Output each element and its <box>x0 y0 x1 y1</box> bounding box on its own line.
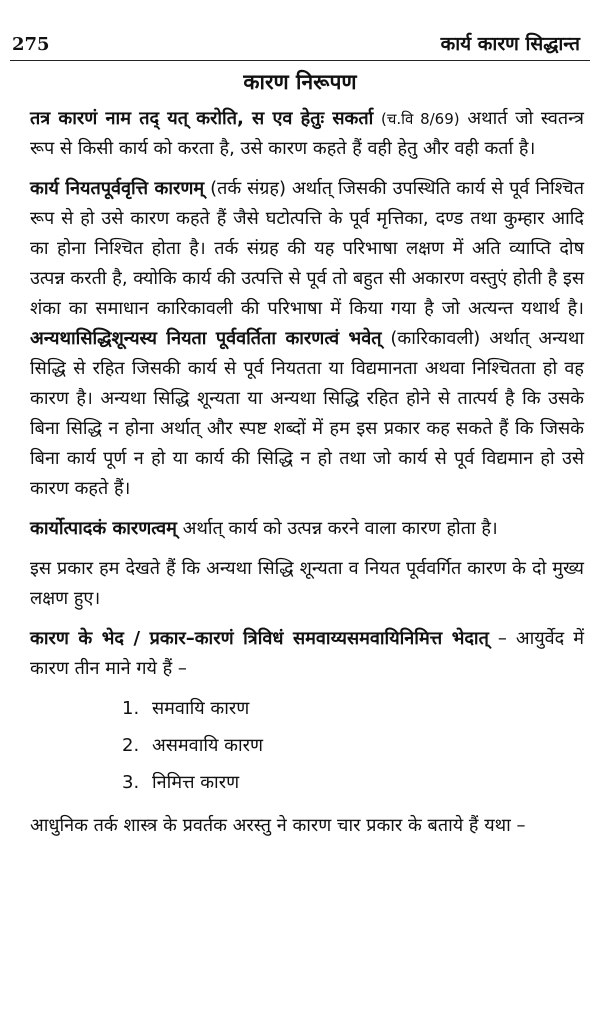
running-title: कार्य कारण सिद्धान्त <box>440 33 580 55</box>
header-rule <box>10 60 590 61</box>
paragraph-text: अथार्त जो स्वतन्त्र रूप से किसी कार्य को करता है, उसे कारण कहते हैं वही हेतु और वही कर्ता है। <box>30 108 584 159</box>
karana-types-list <box>14 690 584 801</box>
page-header <box>0 30 600 60</box>
list-label: निमित्त कारण <box>152 772 240 793</box>
paragraph-3 <box>14 514 584 544</box>
section-subheading: कारण के भेद / प्रकार–कारणं त्रिविधं समवाय्यसमवायिनिमित्त भेदात् <box>30 628 489 649</box>
sanskrit-quote: कार्य नियतपूर्ववृत्ति कारणम् <box>30 178 205 199</box>
paragraph-text: – आयुर्वेद में कारण तीन माने गये हैं – <box>30 628 584 679</box>
paragraph-5 <box>14 624 584 684</box>
sanskrit-quote: कार्योत्पादकं कारणत्वम् <box>30 518 177 539</box>
list-item <box>14 727 584 764</box>
body-text <box>14 104 584 841</box>
paragraph-2 <box>14 174 584 504</box>
list-label: असमवायि कारण <box>152 735 264 756</box>
paragraph-text: (कारिकावली) अर्थात् अन्यथा सिद्धि से रहित जिसकी कार्य से पूर्व नियतता या विद्यमानता अथवा निश्चितता हो वह कारण है। अन्यथा सिद्धि शून्यता या अन्यथा सिद्धि रहित होने से तात्पर्य है कि उसके बिना सिद्धि न होना अर्थात् और स्पष्ट शब्दों में हम इस प्रकार कह सकते हैं कि जिसके बिना कार्य पूर्ण न हो या कार्य की सिद्धि न हो तथा जो कार्य से पूर्व विद्यमान हो उसे कारण कहते हैं। <box>30 328 584 499</box>
list-number: 1. <box>122 698 140 719</box>
list-item <box>14 764 584 801</box>
list-label: समवायि कारण <box>152 698 250 719</box>
paragraph-text: आधुनिक तर्क शास्त्र के प्रवर्तक अरस्तु ने कारण चार प्रकार के बताये हैं यथा – <box>30 815 526 836</box>
section-title: कारण निरूपण <box>243 70 357 94</box>
sanskrit-quote: अन्यथासिद्धिशून्यस्य नियता पूर्ववर्तिता कारणत्वं भवेत् <box>30 328 382 349</box>
paragraph-1 <box>14 104 584 164</box>
paragraph-4 <box>14 554 584 614</box>
citation: (च.वि 8/69) <box>380 110 460 128</box>
paragraph-text: अर्थात् कार्य को उत्पन्न करने वाला कारण होता है। <box>182 518 498 539</box>
list-item <box>14 690 584 727</box>
sanskrit-quote: तत्र कारणं नाम तद् यत् करोति, स एव हेतुः सकर्ता <box>30 108 374 129</box>
page-number: 275 <box>12 34 50 55</box>
paragraph-text: इस प्रकार हम देखते हैं कि अन्यथा सिद्धि शून्यता व नियत पूर्ववर्गित कारण के दो मुख्य लक्षण हुए। <box>30 558 584 609</box>
paragraph-6 <box>14 811 584 841</box>
list-number: 2. <box>122 735 140 756</box>
paragraph-text: (तर्क संग्रह) अर्थात् जिसकी उपस्थिति कार्य से पूर्व निश्चित रूप से हो उसे कारण कहते हैं जैसे घटोत्पत्ति के पूर्व मृत्तिका, दण्ड तथा कुम्हार आदि का होना निश्चित होता है। तर्क संग्रह की यह परिभाषा लक्षण में अति व्याप्ति दोष उत्पन्न करती है, क्योकि कार्य की उत्पत्ति से पूर्व तो बहुत सी अकारण वस्तुएं होती है इस शंका का समाधान कारिकावली की परिभाषा में किया गया है जो अत्यन्त यथार्थ है। <box>30 178 584 319</box>
list-number: 3. <box>122 772 140 793</box>
